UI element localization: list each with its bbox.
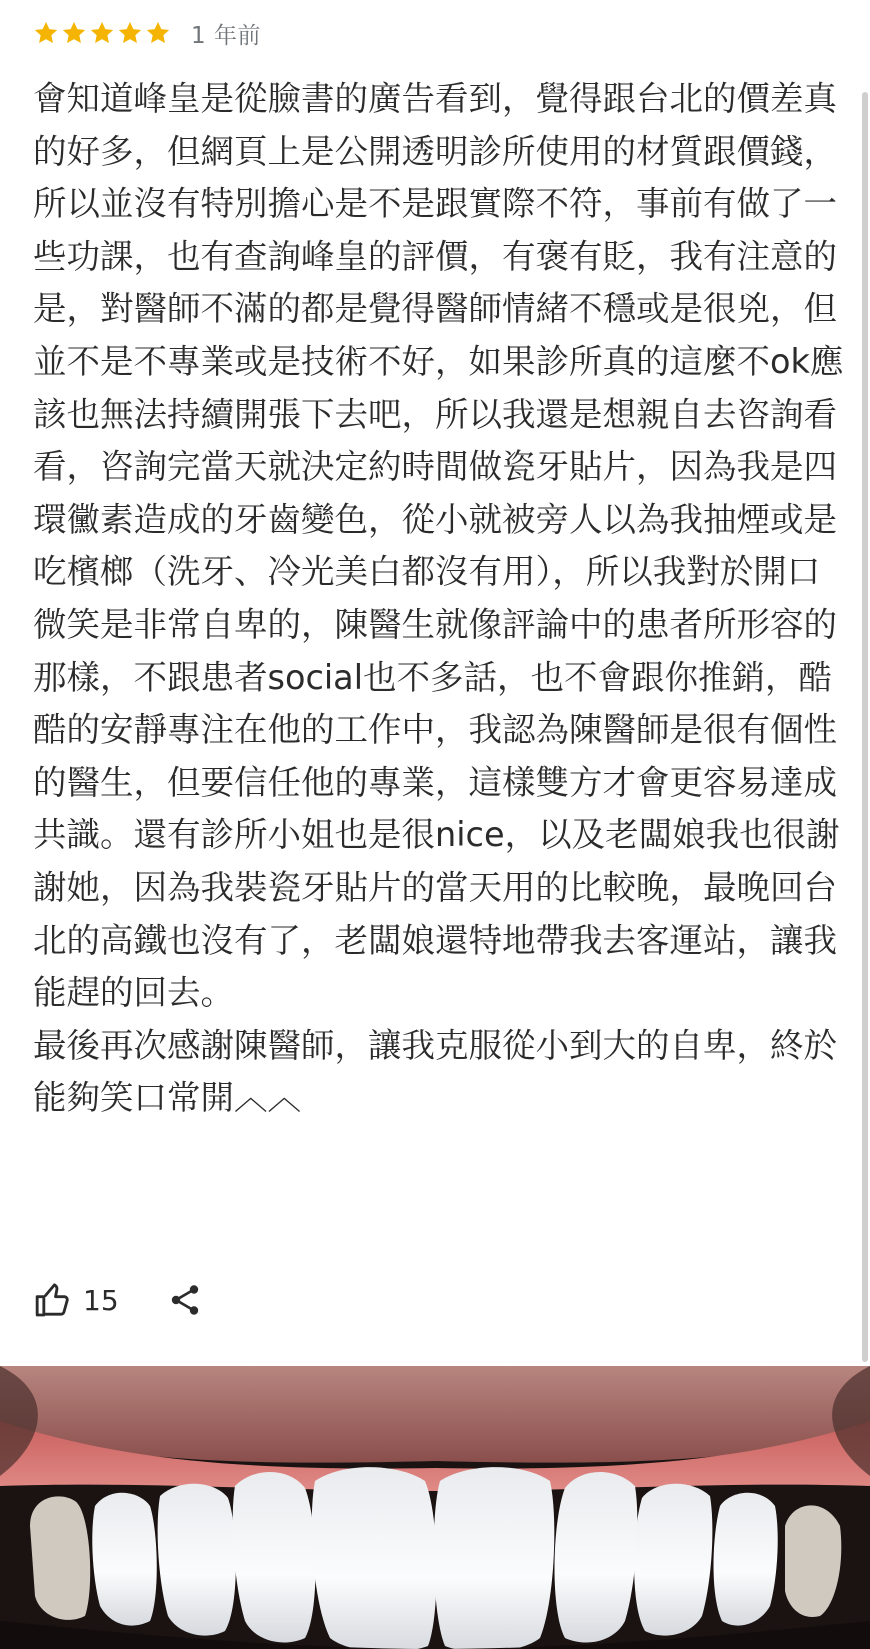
scrollbar[interactable] — [862, 92, 868, 1362]
star-icon — [33, 20, 59, 46]
share-button[interactable] — [167, 1282, 203, 1318]
review-text: 會知道峰皇是從臉書的廣告看到，覺得跟台北的價差真的好多，但網頁上是公開透明診所使用的材質跟價錢，所以並沒有特別擔心是不是跟實際不符，事前有做了一些功課，也有查詢峰皇的評價，有褒有貶，我有注意的是，對醫師不滿的都是覺得醫師情緒不穩或是很兇，但並不是不專業或是技術不好，如果診所真的這麼不ok應該也無法持續開張下去吧，所以我還是想親自去咨詢看看，咨詢完當天就決定約時間做瓷牙貼片，因為我是四環黴素造成的牙齒變色，從小就被旁人以為我抽煙或是吃檳榔（洗牙、冷光美白都沒有用），所以我對於開口微笑是非常自卑的，陳醫生就像評論中的患者所形容的那樣，不跟患者social也不多話，也不會跟你推銷，酷酷的安靜專注在他的工作中，我認為陳醫師是很有個性的醫生，但要信任他的專業，這樣雙方才會更容易達成共識。還有診所小姐也是很nice，以及老闆娘我也很謝謝她，因為我裝瓷牙貼片的當天用的比較晚，最晚回台北的高鐵也沒有了，老闆娘還特地帶我去客運站，讓我能趕的回去。 最後再次感謝陳醫師，讓我克服從小到大的自卑，終於能夠笑口常開︿︿ — [33, 79, 844, 1118]
star-icon — [117, 20, 143, 46]
like-count: 15 — [83, 1283, 119, 1317]
share-icon — [167, 1282, 203, 1318]
thumb-up-icon — [33, 1280, 73, 1320]
star-icon — [89, 20, 115, 46]
teeth-veneer-photo — [0, 1366, 870, 1649]
review-time: 1 年前 — [191, 22, 261, 49]
rating-row — [33, 17, 261, 49]
like-button[interactable] — [33, 1280, 119, 1320]
star-icon — [145, 20, 171, 46]
star-icon — [61, 20, 87, 46]
star-rating — [33, 20, 173, 46]
review-actions — [33, 1278, 203, 1322]
